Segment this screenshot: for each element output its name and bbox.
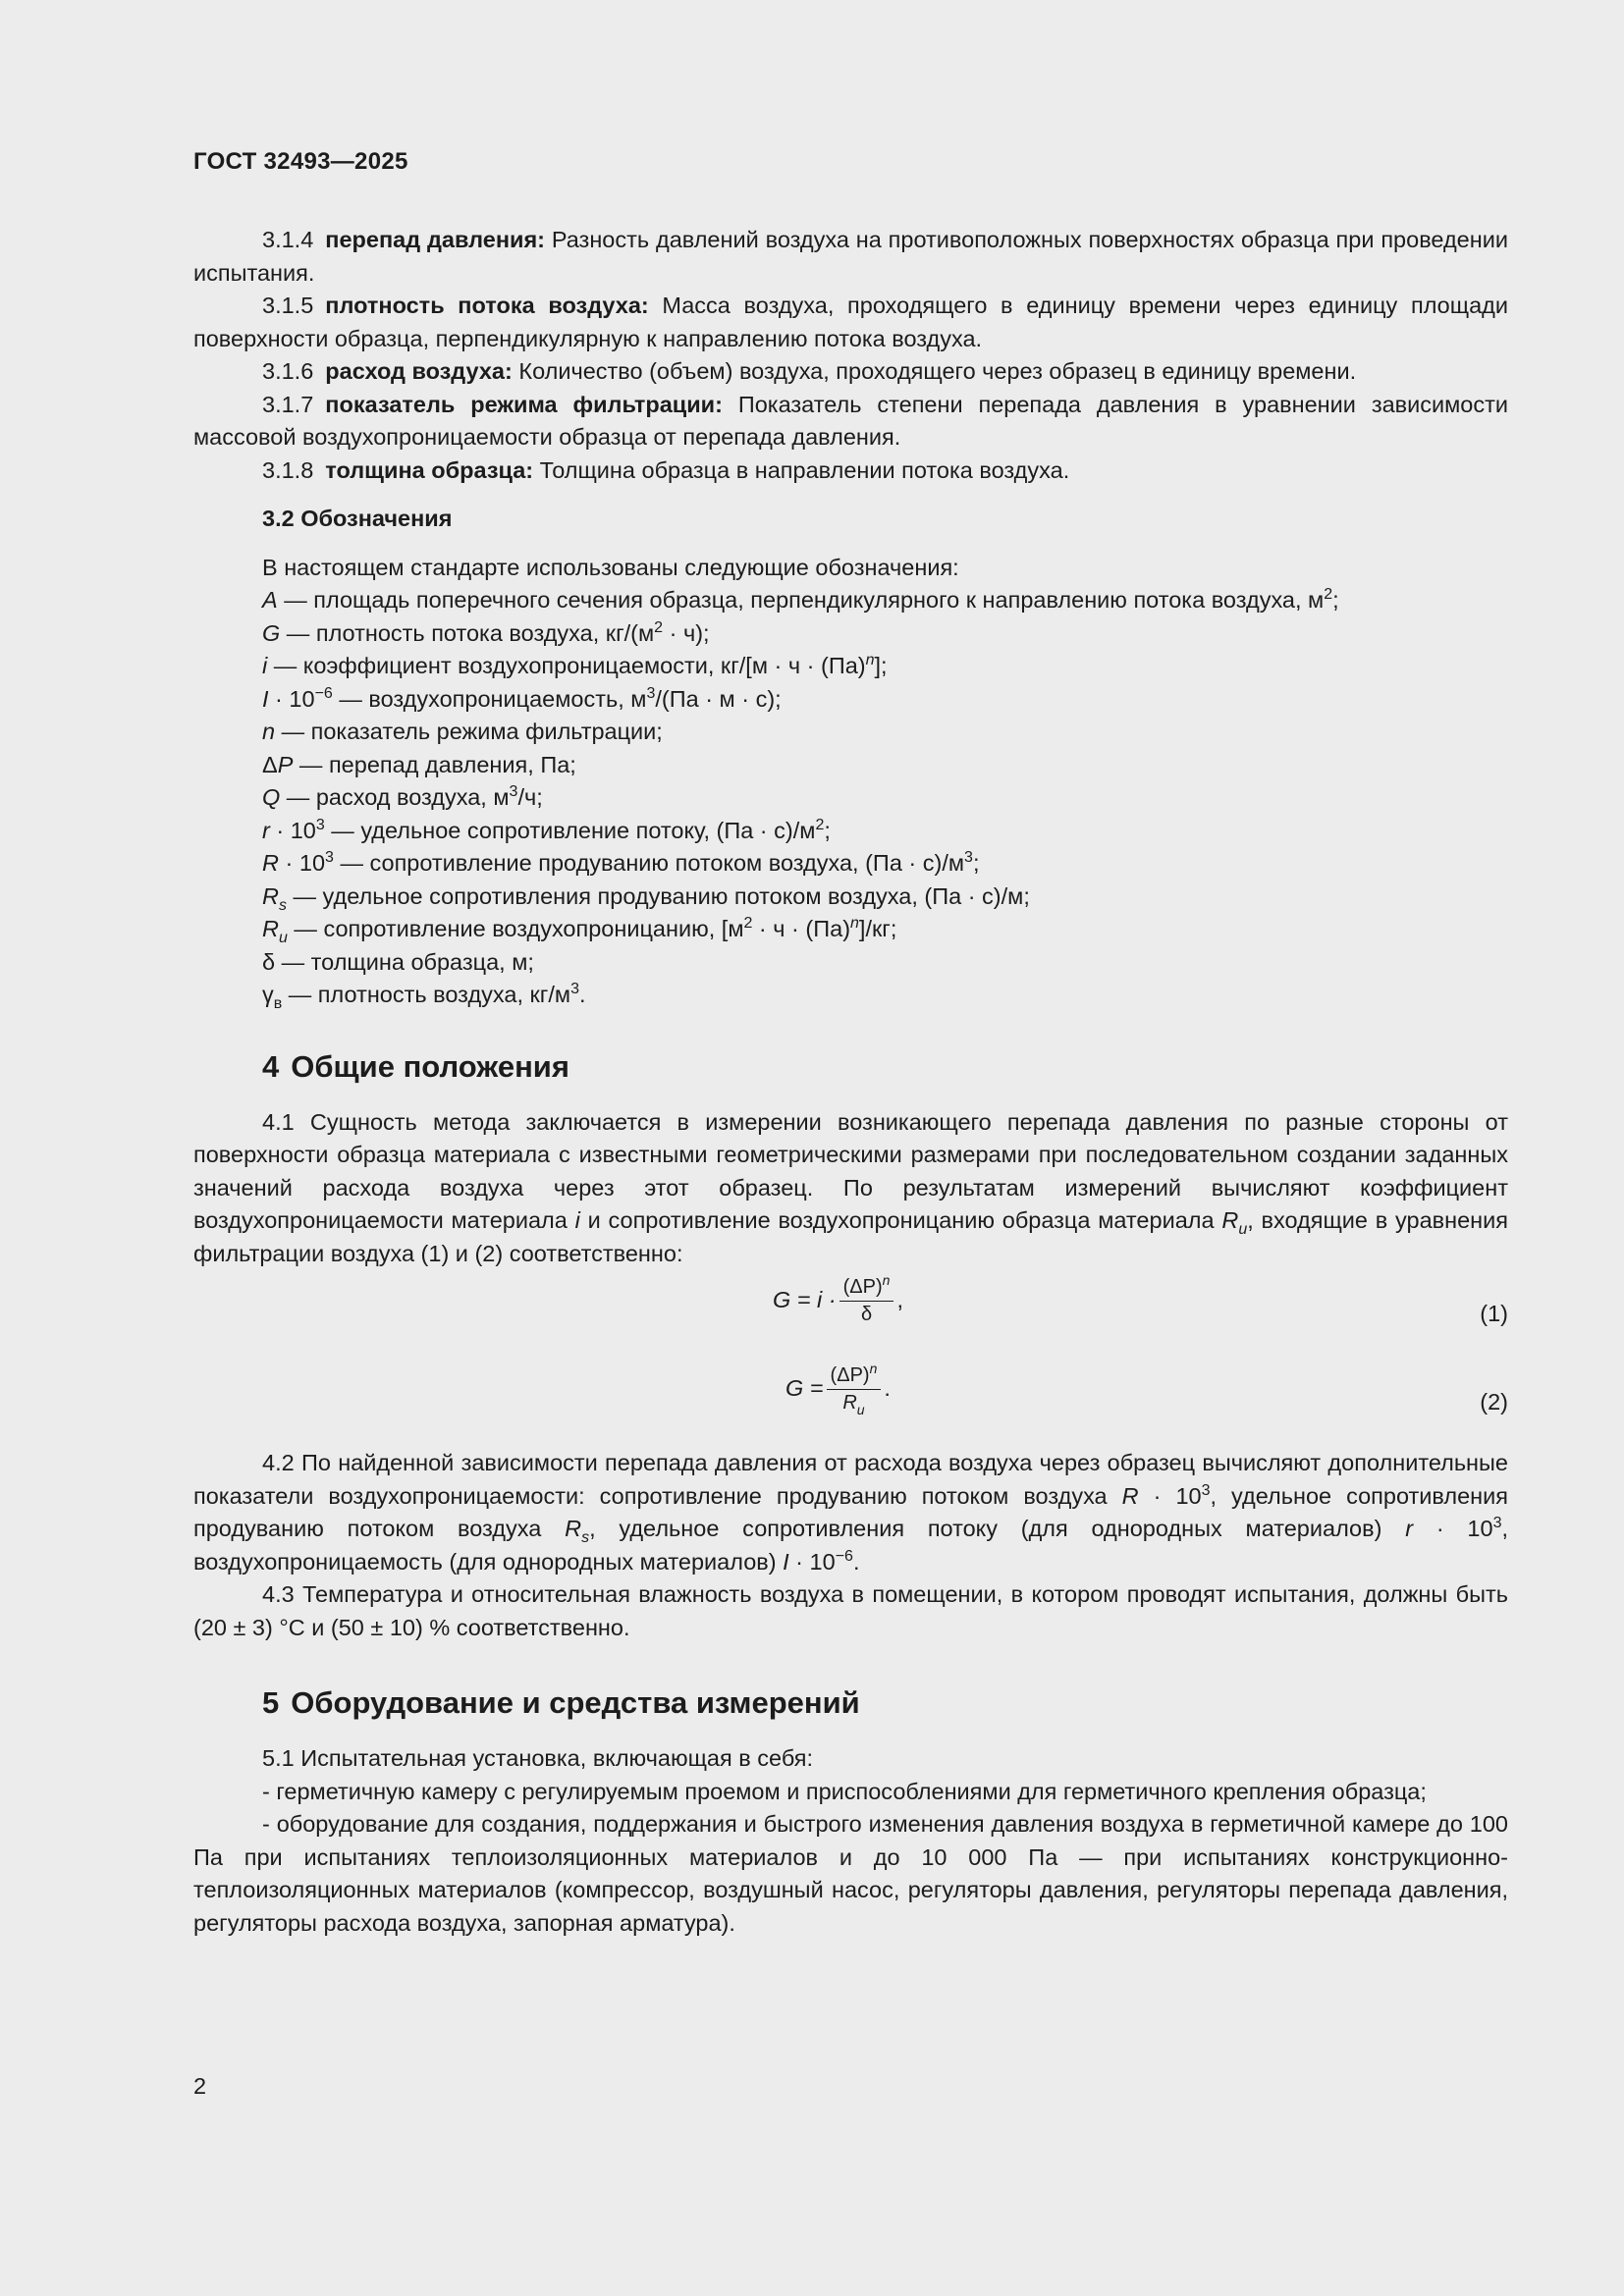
page-number: 2 bbox=[193, 2073, 207, 2099]
symbol-delta: δ — толщина образца, м; bbox=[262, 948, 534, 975]
formula-1-fraction: $\frac{(\Delta P)^n}{\delta}$ bbox=[839, 1274, 894, 1327]
symbol-Q: Q — расход воздуха, $м^3/ч$; bbox=[262, 783, 543, 810]
symbol-G: G — плотность потока воздуха, $кг/(м^2 \cdot ч)$; bbox=[262, 618, 710, 646]
formula-2-fraction: $\frac{(\Delta P)^n}{R_u}$ bbox=[827, 1362, 882, 1415]
symbol-I: $I \cdot 10^{-6}$ — воздухопроницаемость, $м^3/(Па \cdot м \cdot с)$; bbox=[262, 684, 782, 712]
term-3-1-8 bbox=[193, 454, 1508, 488]
formula-1 bbox=[193, 1270, 1508, 1359]
symbol-R: $R \cdot 10^3$ — сопротивление продуванию потоком воздуха, $(Па \cdot с)/м^3$; bbox=[262, 849, 980, 876]
term-3-1-4 bbox=[193, 224, 1508, 290]
term-title: расход воздуха: bbox=[325, 358, 513, 384]
section-heading-5: 5 Оборудование и средства измерений bbox=[262, 1685, 860, 1720]
symbol-Ru: $R_u$ — сопротивление воздухопроницанию, $[м^2 \cdot ч \cdot (Па)^n]/кг$; bbox=[262, 915, 897, 946]
term-title: плотность потока воздуха: bbox=[325, 293, 649, 318]
term-definition: Показатель степени перепада давления в уравнении зависимости массовой воздухопроницаемости образца от перепада давления. bbox=[193, 391, 1509, 450]
formula-2 bbox=[193, 1359, 1508, 1447]
term-3-1-5 bbox=[193, 290, 1508, 355]
symbol-gamma: $\gamma_в$ — плотность воздуха, $кг/м^3$. bbox=[262, 981, 586, 1012]
symbol-r: $r \cdot 10^3$ — удельное сопротивление потоку, $(Па \cdot с)/м^2$; bbox=[262, 816, 831, 843]
page-content bbox=[193, 224, 1508, 1940]
term-number: 3.1.8 bbox=[262, 456, 314, 483]
section-heading-4: 4 Общие положения bbox=[262, 1048, 569, 1084]
paragraph-4-3: 4.3 Температура и относительная влажность воздуха в помещении, в котором проводят испытания, должны быть (20 ± 3) °С и (50 ± 10) % соответственно. bbox=[193, 1581, 1508, 1640]
term-definition: Разность давлений воздуха на противоположных поверхностях образца при проведении испытания. bbox=[193, 227, 1508, 286]
term-definition: Количество (объем) воздуха, проходящего через образец в единицу времени. bbox=[518, 358, 1357, 384]
term-number: 3.1.5 bbox=[262, 293, 314, 318]
term-title: показатель режима фильтрации: bbox=[325, 391, 723, 417]
formula-1-label: (1) bbox=[1480, 1301, 1508, 1326]
symbol-delta-P: ΔP — перепад давления, Па; bbox=[262, 751, 576, 777]
term-number: 3.1.7 bbox=[262, 391, 314, 417]
formula-2-label: (2) bbox=[1480, 1389, 1508, 1415]
symbol-i: i — коэффициент воздухопроницаемости, кг/[м · ч · (Па)$^n$]; bbox=[262, 652, 888, 678]
term-definition: Толщина образца в направлении потока воздуха. bbox=[539, 456, 1070, 483]
term-number: 3.1.6 bbox=[262, 358, 314, 384]
standard-code-header: ГОСТ 32493—2025 bbox=[193, 148, 408, 175]
term-3-1-7 bbox=[193, 389, 1508, 454]
symbol-Rs: $R_s$ — удельное сопротивления продуванию потоком воздуха, (Па · с)/м; bbox=[262, 882, 1030, 914]
term-number: 3.1.4 bbox=[262, 227, 314, 252]
formula-1-expression: G = i · $\frac{(\Delta P)^n}{\delta}$ , bbox=[773, 1272, 903, 1325]
term-3-1-6 bbox=[193, 355, 1508, 389]
term-title: толщина образца: bbox=[325, 456, 534, 483]
symbol-A: A — площадь поперечного сечения образца, перпендикулярного к направлению потока воздуха, $м^2$; bbox=[262, 586, 1339, 613]
paragraph-4-2: 4.2 По найденной зависимости перепада давления от расхода воздуха через образец вычисляют дополнительные показатели воздухопроницаемости: сопротивление продуванию потоком воздуха $R \cdot 10^3$, удельное сопротивления продуванию потоком воздуха $R_s$, удельное сопротивления потоку (для однородных материалов) $r \cdot 10^3$, воздухопроницаемость (для однородных материалов) $I \cdot 10^{-6}$. bbox=[193, 1450, 1508, 1575]
formula-2-expression: G = $\frac{(\Delta P)^n}{R_u}$ . bbox=[785, 1361, 891, 1417]
term-title: перепад давления: bbox=[325, 227, 545, 252]
list-item: - оборудование для создания, поддержания и быстрого изменения давления воздуха в герметичной камере до 100 Па при испытаниях теплоизоляционных материалов и до 10 000 Па — при испытаниях конструкционно-теплоизоляционных материалов (компрессор, воздушный насос, регуляторы давления, регуляторы перепада давления, регуляторы расхода воздуха, запорная арматура). bbox=[193, 1811, 1508, 1936]
term-definition: Масса воздуха, проходящего в единицу времени через единицу площади поверхности образца, перпендикулярную к направлению потока воздуха. bbox=[193, 293, 1508, 351]
subsection-title-3-2: 3.2 Обозначения bbox=[262, 506, 453, 531]
paragraph-5-1: 5.1 Испытательная установка, включающая в себя: bbox=[262, 1745, 814, 1771]
symbol-n: n — показатель режима фильтрации; bbox=[262, 719, 663, 744]
symbols-intro: В настоящем стандарте использованы следующие обозначения: bbox=[262, 554, 959, 580]
paragraph-4-1: 4.1 Сущность метода заключается в измерении возникающего перепада давления по разные стороны от поверхности образца материала с известными геометрическими размерами при последовательном создании заданных значений расхода воздуха через этот образец. По результатам измерений вычисляют коэффициент воздухопроницаемости материала i и сопротивление воздухопроницанию образца материала $R_u$, входящие в уравнения фильтрации воздуха (1) и (2) соответственно: bbox=[193, 1108, 1508, 1266]
list-item: - герметичную камеру с регулируемым проемом и приспособлениями для герметичного крепления образца; bbox=[262, 1778, 1427, 1804]
